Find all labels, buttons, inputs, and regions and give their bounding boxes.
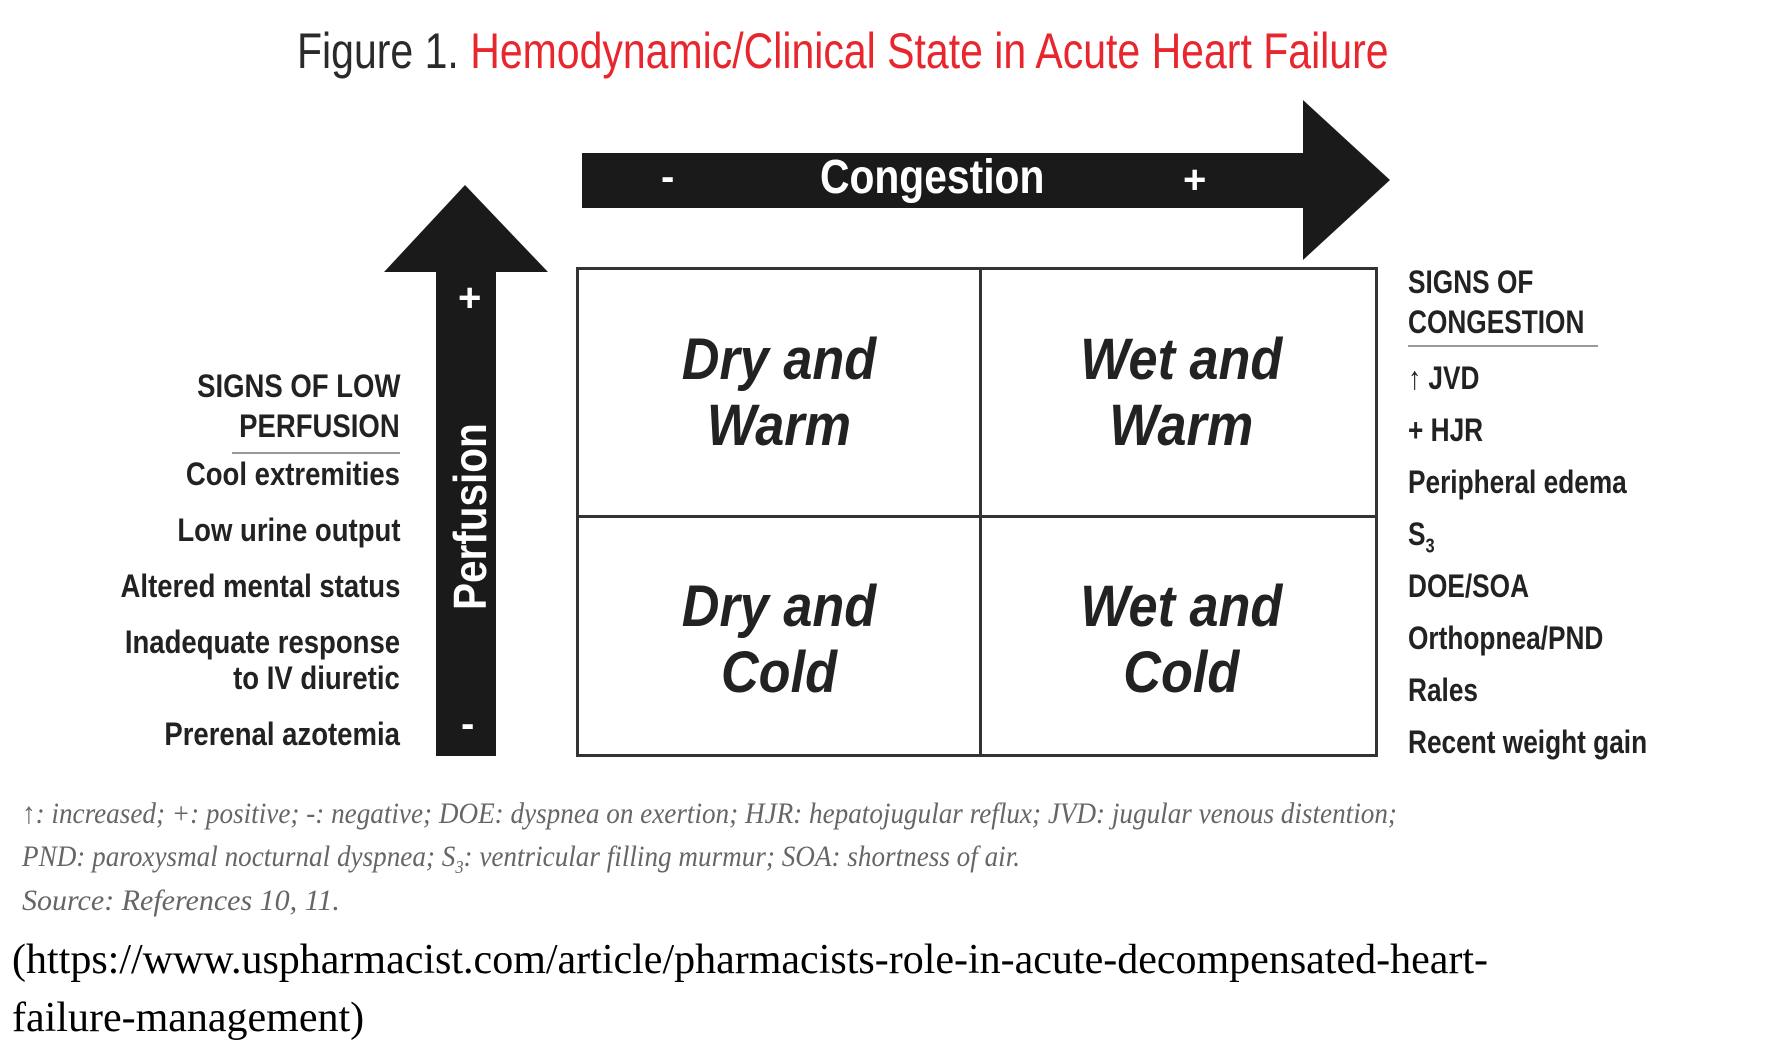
congestion-label: Congestion bbox=[820, 151, 1045, 204]
perfusion-plus-sign: + bbox=[458, 276, 482, 320]
figure-title-text: Hemodynamic/Clinical State in Acute Heart Failure bbox=[470, 23, 1389, 79]
quadrant-dry-cold-label: Dry and Cold bbox=[681, 573, 877, 705]
low-perfusion-header-line1: SIGNS OF LOW bbox=[196, 368, 400, 404]
perfusion-label: Perfusion bbox=[444, 423, 496, 610]
congestion-sign-item: + HJR bbox=[1408, 412, 1484, 448]
source-url-line1: (https://www.uspharmacist.com/article/pharmacists-role-in-acute-decompensated-heart- bbox=[12, 937, 1489, 983]
footnote-abbreviations-line2 bbox=[22, 840, 1020, 878]
congestion-sign-item-s3 bbox=[1408, 516, 1435, 558]
footnote-source: Source: References 10, 11. bbox=[22, 884, 340, 917]
congestion-signs-header-line1: SIGNS OF bbox=[1408, 264, 1534, 300]
footnote-s3-subscript: 3 bbox=[455, 857, 464, 877]
low-perfusion-item: Inadequate response bbox=[124, 624, 400, 660]
quadrant-wet-warm bbox=[981, 270, 1381, 515]
congestion-sign-item: Orthopnea/PND bbox=[1408, 620, 1604, 656]
s3-letter: S bbox=[1408, 516, 1426, 552]
quadrant-dry-warm bbox=[579, 270, 979, 515]
congestion-sign-item: DOE/SOA bbox=[1408, 568, 1530, 604]
quadrant-dry-warm-label: Dry and Warm bbox=[681, 326, 877, 458]
congestion-sign-item: Rales bbox=[1408, 672, 1479, 708]
quadrant-wet-cold-label: Wet and Cold bbox=[1079, 573, 1283, 705]
low-perfusion-item: Cool extremities bbox=[185, 456, 400, 492]
perfusion-minus-sign: - bbox=[461, 702, 475, 746]
low-perfusion-item: Low urine output bbox=[176, 512, 400, 548]
quadrant-dry-cold bbox=[579, 517, 979, 762]
congestion-signs-header-line2: CONGESTION bbox=[1408, 304, 1585, 340]
source-url-line2: failure-management) bbox=[12, 995, 365, 1041]
s3-subscript: 3 bbox=[1425, 535, 1435, 558]
footnote-line2-end: : ventricular filling murmur; SOA: shortness of air. bbox=[463, 840, 1021, 873]
quadrant-wet-warm-label: Wet and Warm bbox=[1079, 326, 1283, 458]
footnote-line2-start: PND: paroxysmal nocturnal dyspnea; S bbox=[22, 840, 456, 873]
low-perfusion-header-line2: PERFUSION bbox=[239, 408, 400, 444]
congestion-minus-sign: - bbox=[661, 155, 675, 199]
figure-number: Figure 1. bbox=[297, 23, 459, 79]
congestion-sign-item: ↑ JVD bbox=[1408, 360, 1480, 396]
congestion-sign-item: Recent weight gain bbox=[1408, 724, 1648, 760]
congestion-signs-header-rule bbox=[1408, 345, 1598, 347]
low-perfusion-item: Prerenal azotemia bbox=[164, 716, 400, 752]
low-perfusion-header-rule bbox=[232, 452, 400, 454]
low-perfusion-item: to IV diuretic bbox=[233, 660, 400, 696]
footnote-abbreviations-line1: ↑: increased; +: positive; -: negative; DOE: dyspnea on exertion; HJR: hepatojugular reflux; JVD: jugular venous distention; bbox=[22, 797, 1397, 830]
congestion-sign-item: Peripheral edema bbox=[1408, 464, 1627, 500]
hemodynamic-grid bbox=[576, 267, 1378, 757]
low-perfusion-item: Altered mental status bbox=[120, 568, 400, 604]
congestion-plus-sign: + bbox=[1183, 158, 1207, 202]
quadrant-wet-cold bbox=[981, 517, 1381, 762]
